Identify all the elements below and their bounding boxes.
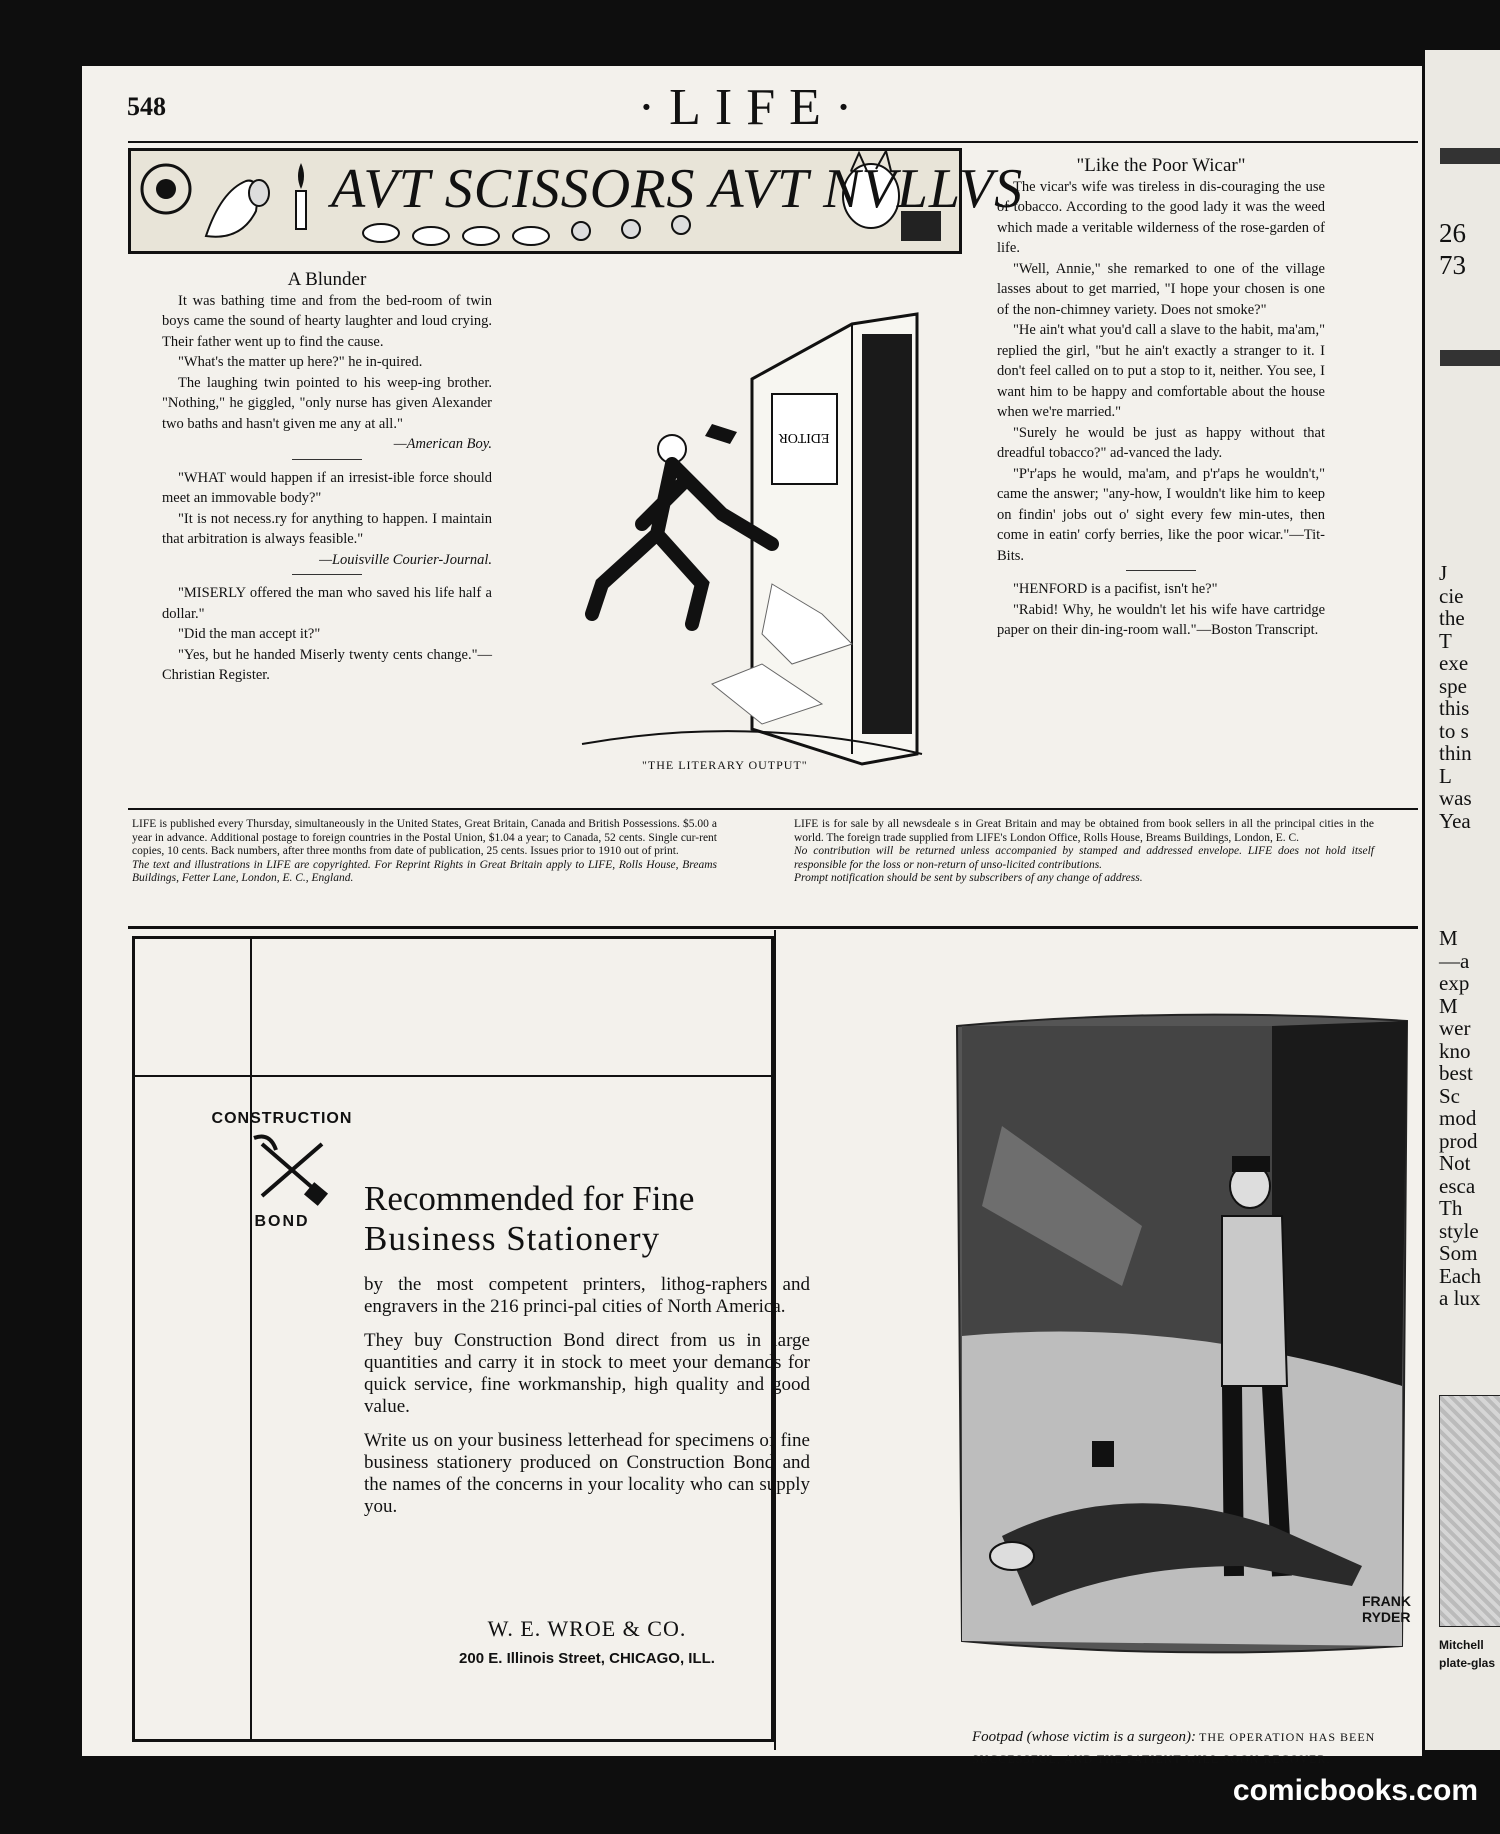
adjacent-text-line: prod	[1439, 1128, 1478, 1153]
cartoon-caption-speaker: Footpad (whose victim is a surgeon):	[972, 1729, 1196, 1745]
blunder-paragraph: The laughing twin pointed to his weep-ing brother. "Nothing," he giggled, "only nurse has given Alexander two baths and hasn't given me any at all."	[162, 374, 492, 432]
adjacent-page	[1425, 50, 1500, 1750]
magazine-page	[82, 66, 1422, 1766]
adjacent-text-line: Th	[1439, 1196, 1463, 1220]
notice-paragraph: LIFE is published every Thursday, simultaneously in the United States, Great Britain, Canada and British Possessions. $5.00 a year in advance. Additional postage to foreign countries in the Postal Union, $1.04 a year; to Canada, 52 cents. Single cur-rent copies, 10 cents. Back numbers, after three months from date of publication, 25 cents. Issues prior to 1910 out of print.	[132, 818, 717, 857]
divider	[292, 459, 362, 460]
adjacent-text-line: Som	[1439, 1241, 1478, 1265]
illustration-caption: "THE LITERARY OUTPUT"	[642, 758, 808, 772]
wicar-paragraph: "Surely he would be just as happy without that dreadful tobacco?" ad-vanced the lady.	[997, 424, 1325, 461]
adjacent-text-line: M	[1439, 926, 1458, 950]
divider	[1126, 570, 1196, 571]
left-column	[162, 270, 492, 686]
footpad-cartoon	[942, 1006, 1422, 1656]
joke-paragraph: "WHAT would happen if an irresist-ible force should meet an immovable body?"	[162, 469, 492, 506]
blunder-title: A Blunder	[287, 269, 367, 290]
notice-rule-top	[128, 808, 1418, 810]
adjacent-text-line: a lux	[1439, 1286, 1481, 1310]
adjacent-number: 73	[1439, 250, 1466, 280]
adjacent-number: 26	[1439, 218, 1466, 248]
ad-headline-line2: Business Stationery	[364, 1219, 661, 1258]
cartoon-caption-text: THE OPERATION HAS BEEN SUCCESSFUL, AND THE PATIENT WILL SOON RECOVER.	[972, 1730, 1376, 1766]
right-column	[997, 156, 1325, 641]
publication-notice	[132, 818, 717, 886]
adjacent-text-line: exe	[1439, 651, 1469, 675]
adjacent-bar	[1440, 350, 1500, 366]
wicar-paragraph: "He ain't what you'd call a slave to the habit, ma'am," replied the girl, "but he ain't exactly a stranger to it. I don't feel called on to put a stop to it, neither. You see, I want him to be happy and comfortable about the house when we're married."	[997, 322, 1325, 420]
adjacent-caption: plate-glas	[1439, 1656, 1496, 1670]
cartoon-signature: RYDER	[1362, 1609, 1411, 1625]
adjacent-text-line: kno	[1439, 1038, 1471, 1063]
henford-paragraph: "HENFORD is a pacifist, isn't he?"	[1013, 581, 1218, 597]
notice-paragraph: The text and illustrations in LIFE are copyrighted. For Reprint Rights in Great Britain apply to LIFE, Rolls House, Breams Buildings, Fetter Lane, London, E. C., England.	[132, 858, 717, 884]
adjacent-caption: Mitchell	[1439, 1638, 1484, 1652]
adjacent-text-line: M	[1439, 993, 1458, 1018]
ad-logo-bottom: BOND	[254, 1213, 310, 1230]
watermark: comicbooks.com	[1232, 1774, 1478, 1807]
adjacent-text-line: Each	[1439, 1263, 1481, 1288]
editor-sign: EDITOR	[778, 430, 830, 445]
ad-headline	[364, 1179, 694, 1259]
adjacent-text-line: T	[1439, 628, 1452, 653]
adjacent-text-line: best	[1439, 1061, 1473, 1085]
wicar-paragraph: The vicar's wife was tireless in dis-couraging the use of tobacco. According to the good lady it was the weed which made a veritable wilderness of the rose-garden of life.	[997, 178, 1325, 256]
adjacent-bar	[1440, 148, 1500, 164]
adjacent-text-line: L	[1439, 763, 1452, 788]
blunder-paragraph: It was bathing time and from the bed-room of twin boys came the sound of hearty laughter and loud crying. Their father went up to find the cause.	[162, 292, 492, 350]
adjacent-text-line: J	[1439, 561, 1448, 585]
sales-notice	[794, 818, 1374, 886]
adjacent-text-line: this	[1439, 696, 1470, 720]
literary-output-illustration	[562, 284, 942, 774]
banner-title: AVT SCISSORS AVT NVLLVS	[331, 158, 1024, 220]
cartoon-signature: FRANK	[1362, 1593, 1411, 1609]
ad-paragraph: Write us on your business letterhead for specimens of fine business stationery produced on Construction Bond and the names of the concerns in your locality who can supply you.	[364, 1430, 810, 1517]
adjacent-text-line: was	[1439, 786, 1472, 810]
joke-paragraph: "MISERLY offered the man who saved his life half a dollar."	[162, 585, 492, 622]
cartoon-caption	[972, 1726, 1422, 1770]
adjacent-text-line: wer	[1439, 1016, 1471, 1040]
ad-logo-top: CONSTRUCTION	[211, 1110, 353, 1127]
adjacent-text-line: the	[1439, 606, 1465, 630]
adjacent-text-line: exp	[1439, 971, 1470, 995]
ad-paragraph: by the most competent printers, lithog-raphers and engravers in the 216 princi-pal cities of North America.	[364, 1274, 810, 1317]
adjacent-text-line: Yea	[1439, 808, 1471, 833]
adjacent-text-line: style	[1439, 1218, 1479, 1243]
adjacent-text-line: Not	[1439, 1151, 1471, 1175]
wicar-paragraph: "P'r'aps he would, ma'am, and p'r'aps he wouldn't," came the answer; "any-how, I wouldn't like him to keep on findin' jobs out o' sight every few min-utes, then come in eatin' corfy berries, like the poor wicar."—Tit-Bits.	[997, 465, 1325, 564]
notice-paragraph: No contribution will be returned unless accompanied by stamped and addressed envelope. LIFE does not hold itself responsible for the loss or non-return of unso-licited contributions.	[794, 845, 1374, 871]
adjacent-text-line: esca	[1439, 1173, 1476, 1198]
joke-paragraph: "Did the man accept it?"	[178, 626, 321, 642]
wicar-paragraph: "Well, Annie," she remarked to one of the village lasses about to get married, "I hope your chosen is one of the non-chimney variety. Does not smoke?"	[997, 260, 1325, 318]
notice-paragraph: Prompt notification should be sent by subscribers of any change of address.	[794, 872, 1143, 884]
adjacent-text-line: to s	[1439, 718, 1469, 743]
ad-body	[364, 1274, 810, 1518]
banner	[128, 148, 1024, 254]
adjacent-photo	[1439, 1395, 1500, 1627]
joke-source: —Louisville Courier-Journal.	[319, 551, 492, 568]
adjacent-text-line: cie	[1439, 583, 1464, 608]
henford-paragraph: "Rabid! Why, he wouldn't let his wife have cartridge paper on their din-ing-room wall."—Boston Transcript.	[997, 601, 1325, 638]
adjacent-text-line: thin	[1439, 741, 1472, 765]
masthead-rule	[128, 141, 1418, 143]
adjacent-text-line: Sc	[1439, 1083, 1460, 1108]
adjacent-text-line: spe	[1439, 673, 1467, 698]
divider	[292, 574, 362, 575]
joke-paragraph: "It is not necess.ry for anything to happen. I maintain that arbitration is always feasible."	[162, 510, 492, 547]
notice-rule-bottom	[128, 926, 1418, 929]
notice-paragraph: LIFE is for sale by all newsdeale s in Great Britain and may be obtained from book sellers in all the principal cities in the world. The foreign trade supplied from LIFE's London Office, Rolls House, Breams Buildings, London, E. C.	[794, 818, 1374, 844]
page-number: 548	[127, 92, 166, 121]
wicar-title: "Like the Poor Wicar"	[1076, 155, 1246, 176]
ad-address: 200 E. Illinois Street, CHICAGO, ILL.	[459, 1650, 715, 1667]
adjacent-text-line: —a	[1439, 948, 1470, 973]
blunder-paragraph: "What's the matter up here?" he in-quired.	[178, 354, 423, 370]
masthead: ·LIFE·	[637, 79, 867, 136]
joke-paragraph: "Yes, but he handed Miserly twenty cents change."—Christian Register.	[162, 646, 492, 683]
ad-headline-line1: Recommended for Fine	[364, 1179, 695, 1218]
blunder-source: —American Boy.	[393, 436, 492, 452]
pick-and-shovel-icon	[252, 1134, 332, 1206]
adjacent-text-line: mod	[1439, 1106, 1477, 1130]
ad-paragraph: They buy Construction Bond direct from us in large quantities and carry it in stock to meet your demands for quick service, fine workmanship, high quality and good value.	[364, 1330, 810, 1417]
ad-company: W. E. WROE & CO.	[487, 1616, 687, 1641]
